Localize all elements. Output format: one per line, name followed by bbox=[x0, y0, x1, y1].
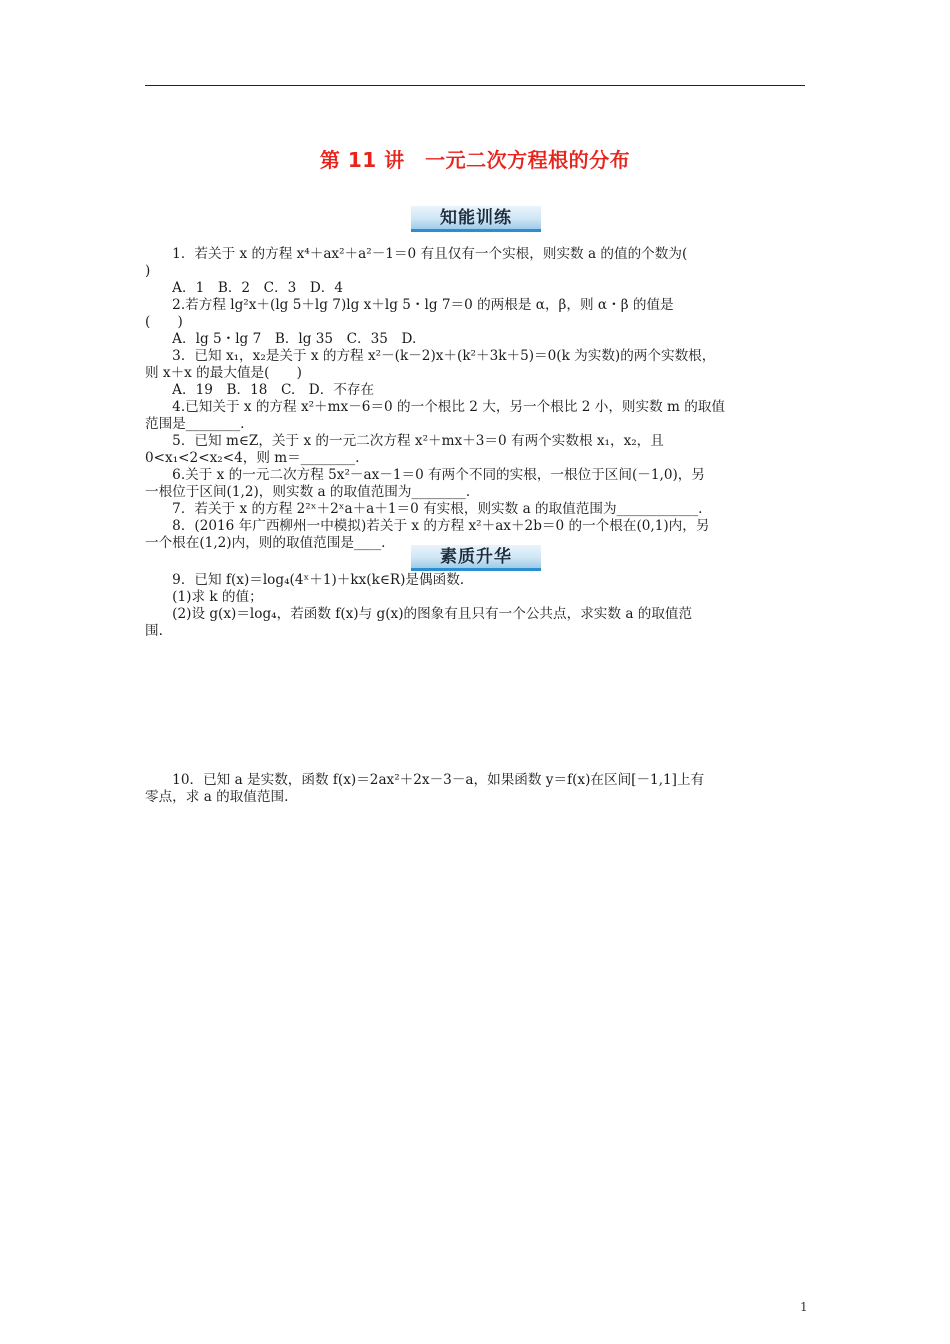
text-line: A．19 B．18 C. D．不存在 bbox=[145, 382, 375, 398]
text-line: 9．已知 f(x)＝log₄(4ˣ＋1)＋kx(k∈R)是偶函数. bbox=[145, 572, 465, 588]
text-line: 1．若关于 x 的方程 x⁴＋ax²＋a²－1＝0 有且仅有一个实根，则实数 a 的值的个数为( bbox=[145, 246, 688, 262]
text-line: 3．已知 x₁，x₂是关于 x 的方程 x²－(k－2)x＋(k²＋3k＋5)＝0(k 为实数)的两个实数根， bbox=[145, 348, 716, 364]
text-line: 0<x₁<2<x₂<4，则 m＝________. bbox=[145, 450, 360, 466]
section-title-advanced: 素质升华 bbox=[440, 547, 512, 567]
text-line: 6.关于 x 的一元二次方程 5x²－ax－1＝0 有两个不同的实根，一根位于区间(－1,0)，另 bbox=[145, 467, 705, 483]
text-line: 5．已知 m∈Z，关于 x 的一元二次方程 x²＋mx＋3＝0 有两个实数根 x₁，x₂，且 bbox=[145, 433, 664, 449]
text-line: 7．若关于 x 的方程 2²ˣ＋2ˣa＋a＋1＝0 有实根，则实数 a 的取值范围为____________. bbox=[145, 501, 703, 517]
text-line: 2.若方程 lg²x＋(lg 5＋lg 7)lg x＋lg 5・lg 7＝0 的两根是 α，β，则 α・β 的值是 bbox=[145, 297, 674, 313]
text-line: A．1 B．2 C．3 D．4 bbox=[145, 280, 344, 296]
text-line: 8．(2016 年广西柳州一中模拟)若关于 x 的方程 x²＋ax＋2b＝0 的一个根在(0,1)内，另 bbox=[145, 518, 710, 534]
text-line: 10．已知 a 是实数，函数 f(x)＝2ax²＋2x－3－a，如果函数 y＝f(x)在区间[－1,1]上有 bbox=[145, 772, 705, 788]
header-rule bbox=[145, 85, 805, 86]
text-line: 围. bbox=[145, 623, 163, 639]
text-line: ( ) bbox=[145, 314, 183, 330]
page-title: 第 11 讲 一元二次方程根的分布 bbox=[319, 148, 631, 172]
text-line: 一个根在(1,2)内，则的取值范围是____. bbox=[145, 535, 386, 551]
text-line: 则 x＋x 的最大值是( ) bbox=[145, 365, 302, 381]
text-line: (2)设 g(x)＝log₄，若函数 f(x)与 g(x)的图象有且只有一个公共点，求实数 a 的取值范 bbox=[145, 606, 693, 622]
section-banner-practice bbox=[411, 206, 541, 232]
text-line: A．lg 5・lg 7 B．lg 35 C．35 D. bbox=[145, 331, 417, 347]
text-line: 范围是________. bbox=[145, 416, 245, 432]
section-title-practice: 知能训练 bbox=[440, 208, 512, 228]
text-line: (1)求 k 的值； bbox=[145, 589, 263, 605]
section-banner-advanced bbox=[411, 545, 541, 571]
text-line: 零点，求 a 的取值范围. bbox=[145, 789, 289, 805]
text-line: 一根位于区间(1,2)，则实数 a 的取值范围为________. bbox=[145, 484, 471, 500]
text-line: ) bbox=[145, 263, 151, 279]
page-number: 1 bbox=[800, 1300, 808, 1314]
text-line: 4.已知关于 x 的方程 x²＋mx－6＝0 的一个根比 2 大，另一个根比 2 小，则实数 m 的取值 bbox=[145, 399, 726, 415]
